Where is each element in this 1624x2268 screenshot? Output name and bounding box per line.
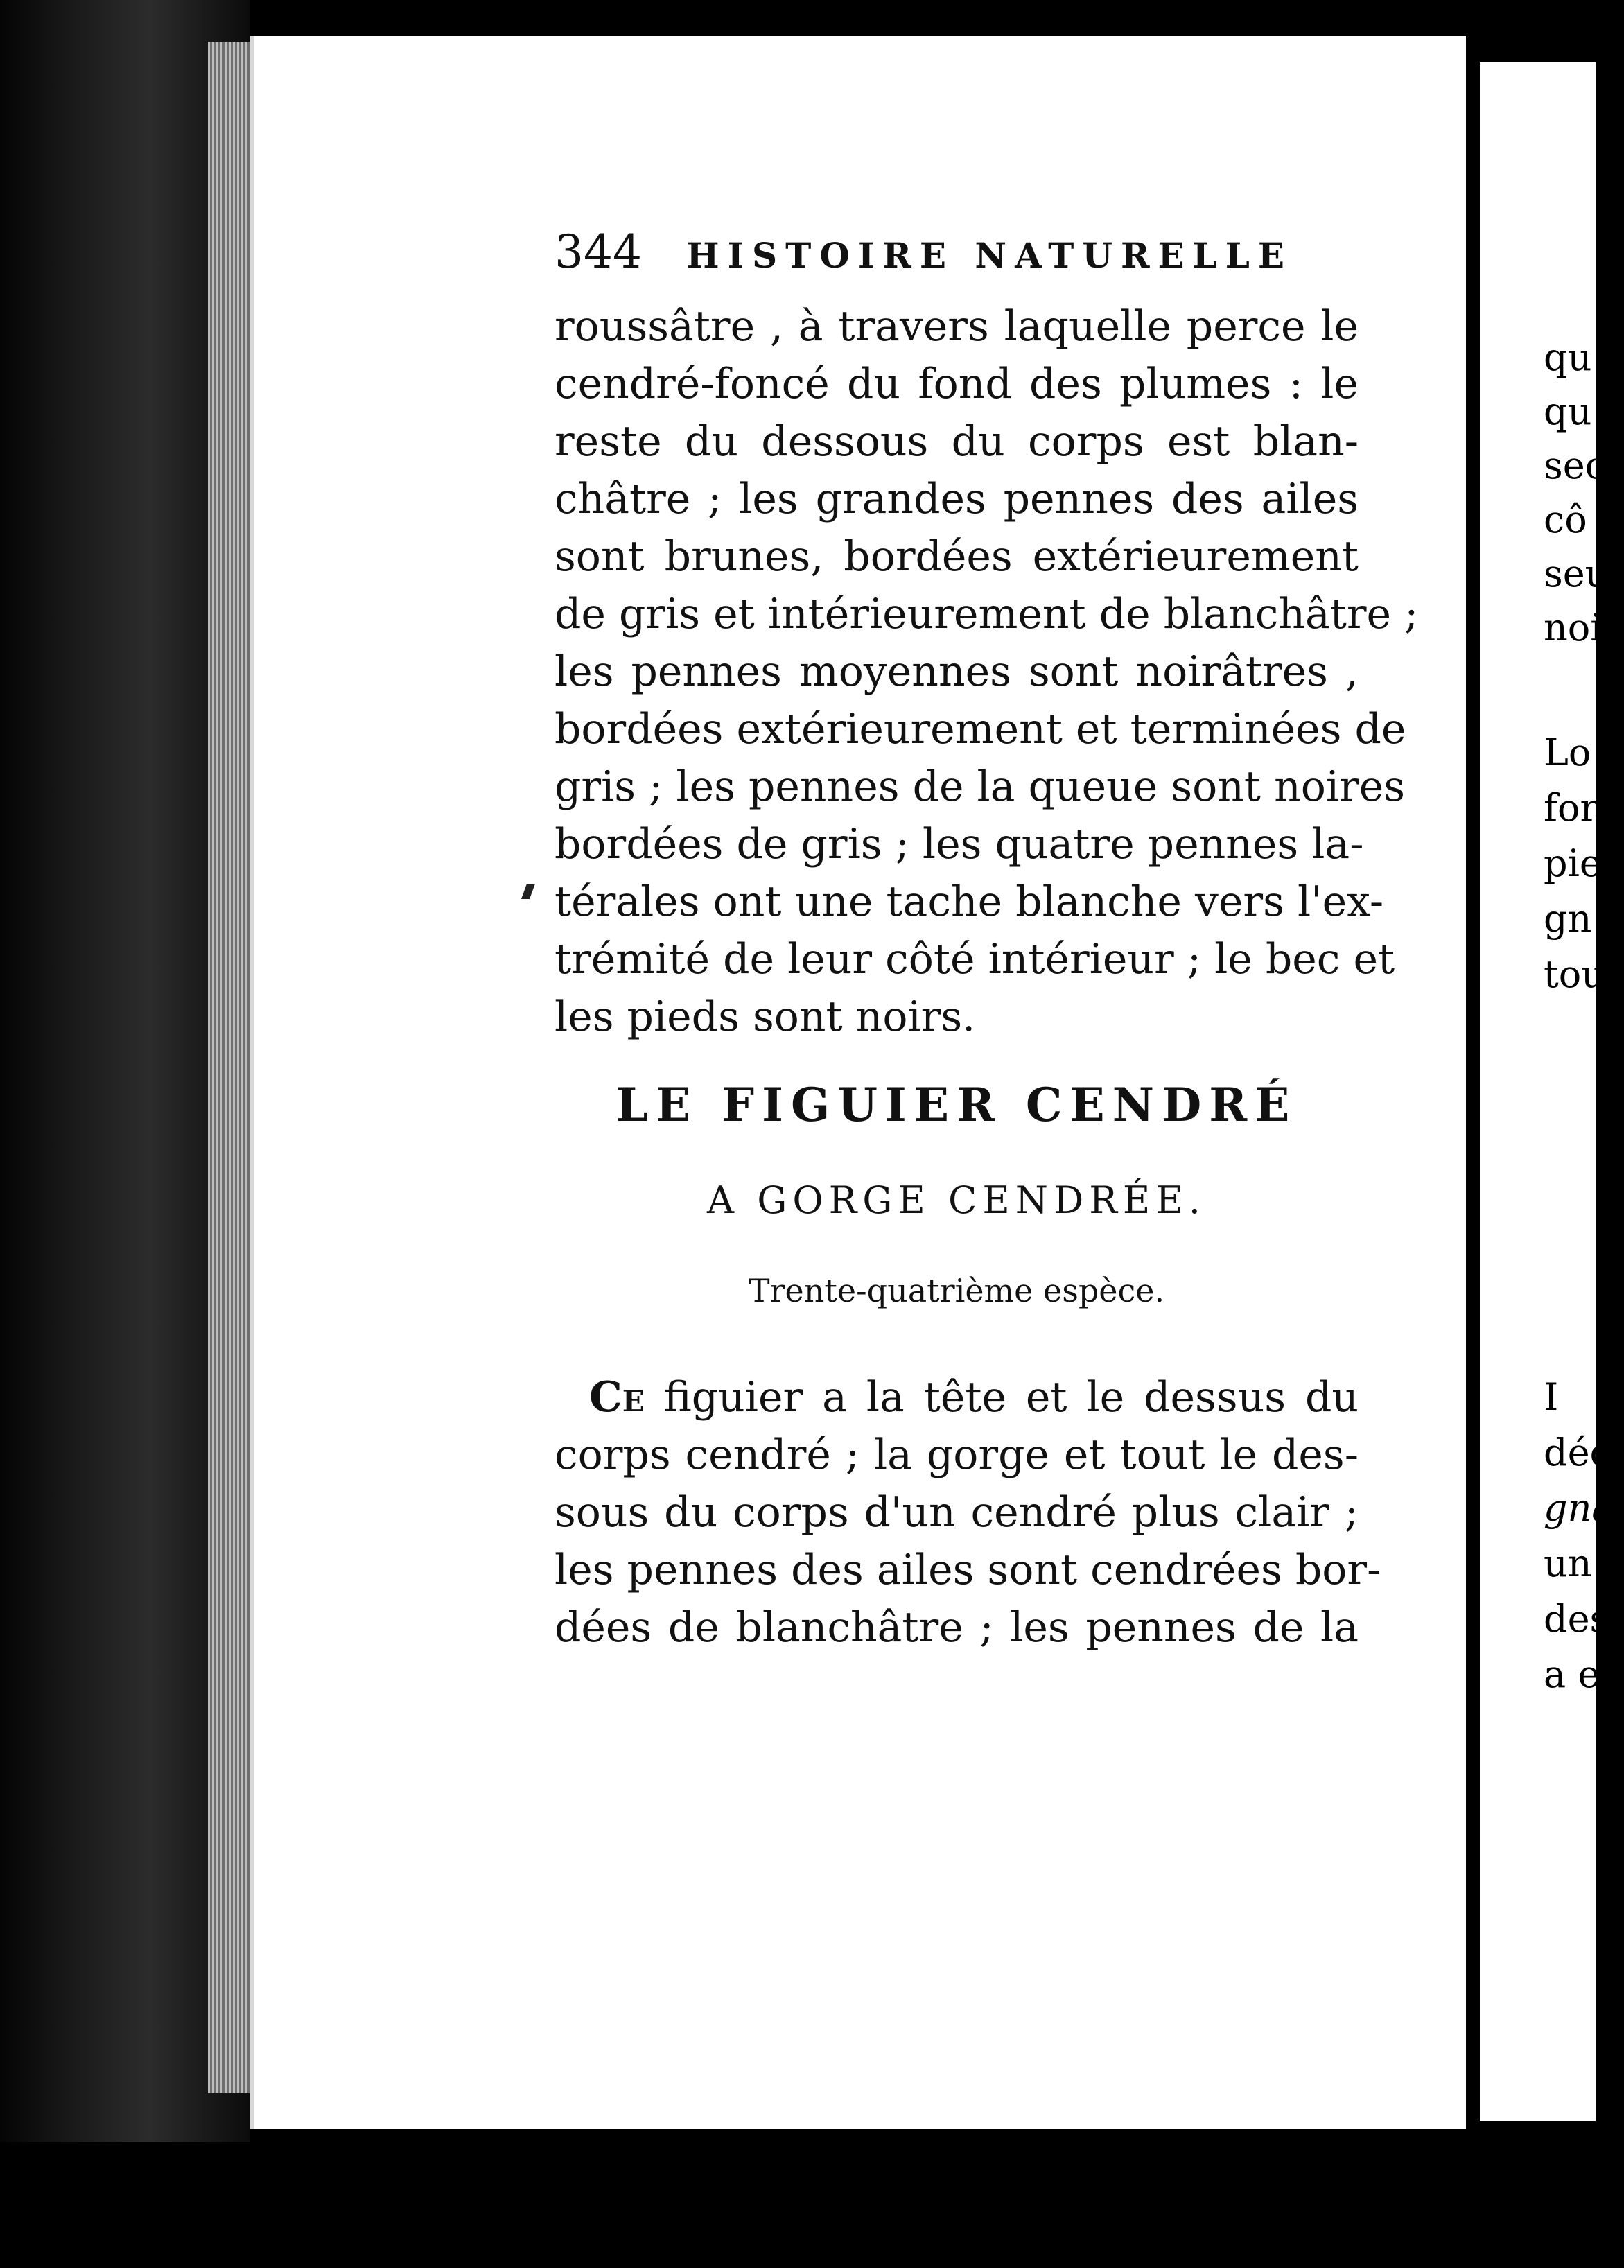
facing-page-word: gn: [1544, 897, 1592, 941]
dropcap: Ce: [589, 1373, 645, 1422]
facing-page-word: déc: [1544, 1431, 1611, 1474]
facing-page-word: qu: [1544, 390, 1592, 433]
facing-page-word: seu: [1544, 552, 1609, 595]
facing-page-word: sec: [1544, 444, 1606, 487]
facing-page-word: tou: [1544, 952, 1605, 996]
facing-page-word: I: [1544, 1375, 1559, 1419]
body-line: sont brunes, bordées extérieurement: [555, 532, 1359, 581]
section-line: les pennes des ailes sont cendrées bor-: [555, 1546, 1381, 1594]
body-line: gris ; les pennes de la queue sont noires: [555, 762, 1406, 811]
section-title: LE FIGUIER CENDRÉ: [615, 1078, 1298, 1132]
page-header: [555, 225, 1359, 288]
facing-page-word: qu: [1544, 335, 1592, 379]
body-paragraph: [555, 298, 1419, 1046]
body-line: les pieds sont noirs.: [555, 993, 976, 1041]
page-number: 344: [555, 225, 642, 279]
body-line: châtre ; les grandes pennes des ailes: [555, 475, 1359, 523]
book-gutter: [1466, 36, 1480, 2143]
body-line: bordées extérieurement et terminées de: [555, 705, 1406, 753]
facing-page-word: noi: [1544, 606, 1603, 649]
facing-page-word: for: [1544, 786, 1598, 830]
first-line-text: figuier a la tête et le dessus du: [644, 1373, 1359, 1422]
section-line: [555, 1369, 1359, 1427]
body-line: de gris et intérieurement de blanchâtre ;: [555, 590, 1419, 638]
body-line: les pennes moyennes sont noirâtres ,: [555, 647, 1359, 696]
body-line: reste du dessous du corps est blan-: [555, 417, 1359, 466]
scan-bottom-border: [0, 2142, 1596, 2268]
section-paragraph: [555, 1369, 1381, 1657]
body-line: trémité de leur côté intérieur ; le bec et: [555, 935, 1395, 984]
section-subtitle: A GORGE CENDRÉE.: [707, 1178, 1206, 1222]
facing-page-word: a eu: [1544, 1652, 1624, 1696]
page-stack-edge: [208, 42, 250, 2093]
section-line: corps cendré ; la gorge et tout le des-: [555, 1431, 1359, 1479]
body-line: térales ont une tache blanche vers l'ex-: [555, 878, 1384, 926]
facing-page-fragment: [1480, 62, 1624, 2121]
section-line: sous du corps d'un cendré plus clair ;: [555, 1488, 1359, 1537]
facing-page-word: Lo: [1544, 731, 1591, 774]
running-title: HISTOIRE NATURELLE: [686, 235, 1293, 276]
facing-page-word: gna: [1544, 1486, 1614, 1530]
species-label: Trente-quatrième espèce.: [748, 1272, 1165, 1309]
body-line: bordées de gris ; les quatre pennes la-: [555, 820, 1364, 869]
section-line: dées de blanchâtre ; les pennes de la: [555, 1603, 1359, 1652]
body-line: cendré-foncé du fond des plumes : le: [555, 360, 1359, 408]
facing-page-word: cô: [1544, 498, 1587, 541]
facing-page-word: des: [1544, 1597, 1609, 1641]
facing-page-word: un: [1544, 1542, 1592, 1585]
facing-page-word: pie: [1544, 841, 1602, 885]
body-line: roussâtre , à travers laquelle perce le: [555, 302, 1359, 351]
